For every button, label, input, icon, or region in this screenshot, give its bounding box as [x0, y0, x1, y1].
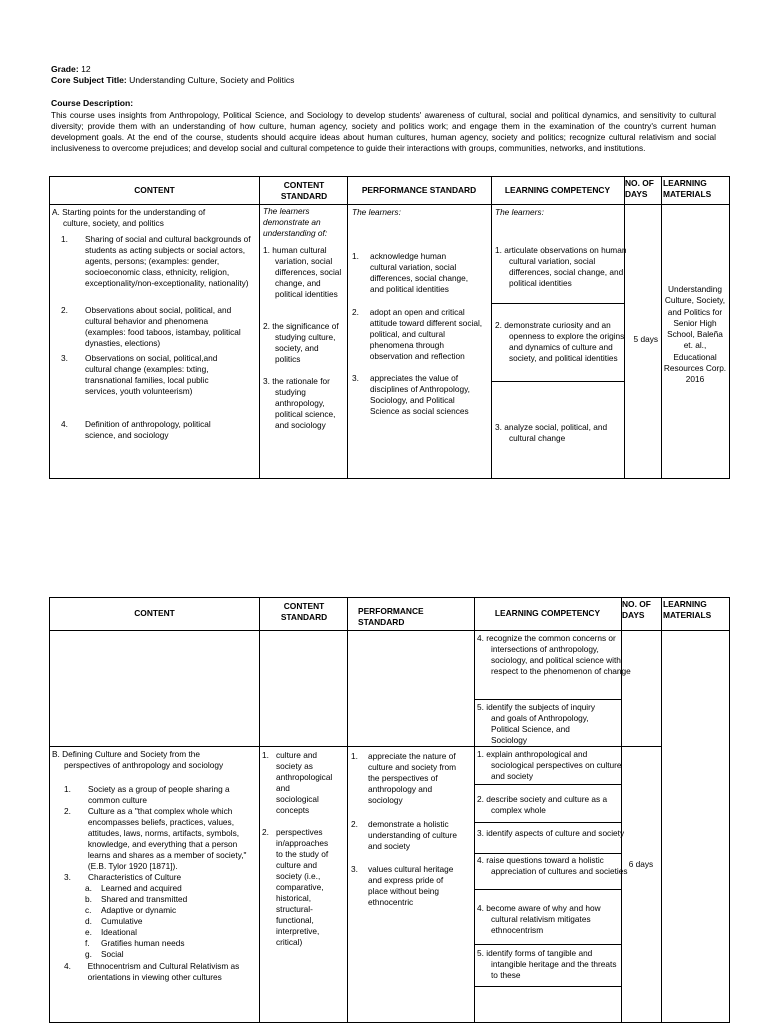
content-standard-item: 1. human cultural variation, social differences, social change, and political identities [263, 245, 342, 300]
learning-competency-intro: The learners: [495, 207, 544, 217]
learning-competency-item: 4. recognize the common concerns or intersections of anthropology, sociology, and political science with respect to the phenomenon of change [477, 633, 631, 677]
performance-standard-item: 2. adopt an open and critical attitude toward different social, political, and cultural phenomena through observation and reflection [352, 307, 483, 362]
subject-line [51, 75, 294, 86]
number-of-days: 6 days [628, 859, 654, 869]
curriculum-table-1 [49, 176, 730, 479]
performance-standard-intro: The learners: [352, 207, 401, 217]
performance-standard-item: 3. values cultural heritage and express pride of place without being ethnocentric [351, 864, 454, 908]
content-list: 1. Society as a group of people sharing a common culture 2. Culture as a "that complex whole which encompasses beliefs, practices, values, attitudes, laws, norms, artifacts, symbols, knowledge, and everything that a person learns and shares as a member of society," (E.B. Tylor 1920 [1871]). 3. Characteristics of Culture a. Learned and acquired b. Shared and transmitted c. Adaptive or dynamic d. Cumulative e. Ideational f. Gratifies human needs g. Social 4. Ethnocentrism and Cultural Relativism as orientations in viewing other cultures [64, 784, 247, 982]
col-header-content-standard: CONTENT STANDARD [280, 601, 328, 622]
learning-competency-item: 1. articulate observations on human cultural variation, social differences, social change, and political identities [495, 245, 627, 289]
performance-standard-item: 3. appreciates the value of disciplines of Anthropology, Sociology, and Political Science as social sciences [352, 373, 470, 417]
content-item: 2. Observations about social, political, and cultural behavior and phenomena (examples: food taboos, istambay, political dynasties, elections) [61, 305, 241, 349]
curriculum-table-2 [49, 597, 730, 1023]
learning-competency-item: 3. identify aspects of culture and society [477, 828, 625, 838]
content-standard-item: 2. perspectives in/approaches to the study of culture and society (i.e., comparative, historical, structural-functional, interpretive, critical) [262, 827, 329, 948]
content-item: 1. Sharing of social and cultural backgrounds of students as acting subjects or social actors, agents, persons; (examples: gender, socioeconomic class, ethnicity, religion, exceptionality/non-exceptionality, nationality) [61, 234, 251, 289]
col-header-performance-standard: PERFORMANCE STANDARD [358, 606, 424, 627]
learning-competency-item: 1. explain anthropological and sociological perspectives on culture and society [477, 749, 622, 782]
course-description-label: Course Description: [51, 98, 134, 108]
performance-standard-item: 1. appreciate the nature of culture and society from the perspectives of anthropology and sociology [351, 751, 457, 806]
subject-label: Core Subject Title: [51, 75, 127, 85]
performance-standard-item: 1. acknowledge human cultural variation, social differences, social change, and political identities [352, 251, 469, 295]
content-standard-item: 2. the significance of studying culture, society, and politics [263, 321, 339, 365]
content-heading: A. Starting points for the understanding of culture, society, and politics [52, 207, 206, 229]
learning-materials-text: Understanding Culture, Society, and Politics for Senior High School, Baleña et. al., Educational Resources Corp. 2016 [663, 284, 727, 385]
learning-competency-item: 5. identify the subjects of inquiry and goals of Anthropology, Political Science, and Sociology [477, 702, 596, 746]
performance-standard-item: 2. demonstrate a holistic understanding of culture and society [351, 819, 458, 852]
col-header-performance-standard: PERFORMANCE STANDARD [361, 185, 477, 195]
col-header-content: CONTENT [134, 608, 175, 618]
col-header-learning-materials: LEARNING MATERIALS [663, 599, 712, 620]
learning-competency-item: 2. demonstrate curiosity and an openness to explore the origins and dynamics of culture and society, and political identities [495, 320, 625, 364]
col-header-content-standard: CONTENT STANDARD [280, 180, 328, 201]
course-description-text: This course uses insights from Anthropology, Political Science, and Sociology to develop students' awareness of cultural, social and political dynamics, and sensitivity to cultural diversity; provide them with an understanding of how culture, human agency, society and politics work; and engage them in the examination of the country's current human development goals. At the end of the course, students should acquire ideas about human cultures, human agency, society and politics; recognize cultural relativism and social inclusiveness to overcome prejudices; and develop social and cultural competence to guide their interactions with groups, communities, networks, and institutions. [51, 110, 716, 154]
learning-competency-item: 4. become aware of why and how cultural relativism mitigates ethnocentrism [477, 903, 601, 936]
col-header-no-of-days: NO. OF DAYS [622, 599, 651, 620]
content-item: 4. Definition of anthropology, political science, and sociology [61, 419, 211, 441]
content-standard-intro: The learners demonstrate an understanding of: [263, 206, 328, 239]
col-header-learning-competency: LEARNING COMPETENCY [504, 185, 611, 195]
learning-competency-item: 2. describe society and culture as a complex whole [477, 794, 608, 816]
content-heading: B. Defining Culture and Society from the perspectives of anthropology and sociology [52, 749, 224, 771]
learning-competency-item: 5. identify forms of tangible and intangible heritage and the threats to these [477, 948, 617, 981]
col-header-no-of-days: NO. OF DAYS [625, 178, 654, 199]
grade-value: 12 [81, 64, 91, 74]
learning-competency-item: 3. analyze social, political, and cultural change [495, 422, 608, 444]
content-standard-item: 3. the rationale for studying anthropology, political science, and sociology [263, 376, 336, 431]
grade-line [51, 64, 91, 75]
content-item: 3. Observations on social, political,and cultural change (examples: txting, transnational families, local public services, youth volunteerism) [61, 353, 218, 397]
learning-competency-item: 4. raise questions toward a holistic appreciation of cultures and societies [477, 855, 628, 877]
subject-value: Understanding Culture, Society and Politics [129, 75, 295, 85]
col-header-learning-materials: LEARNING MATERIALS [663, 178, 712, 199]
col-header-learning-competency: LEARNING COMPETENCY [494, 608, 601, 618]
content-standard-item: 1. culture and society as anthropological and sociological concepts [262, 750, 333, 816]
grade-label: Grade: [51, 64, 79, 74]
number-of-days: 5 days [633, 334, 658, 344]
col-header-content: CONTENT [134, 185, 175, 195]
